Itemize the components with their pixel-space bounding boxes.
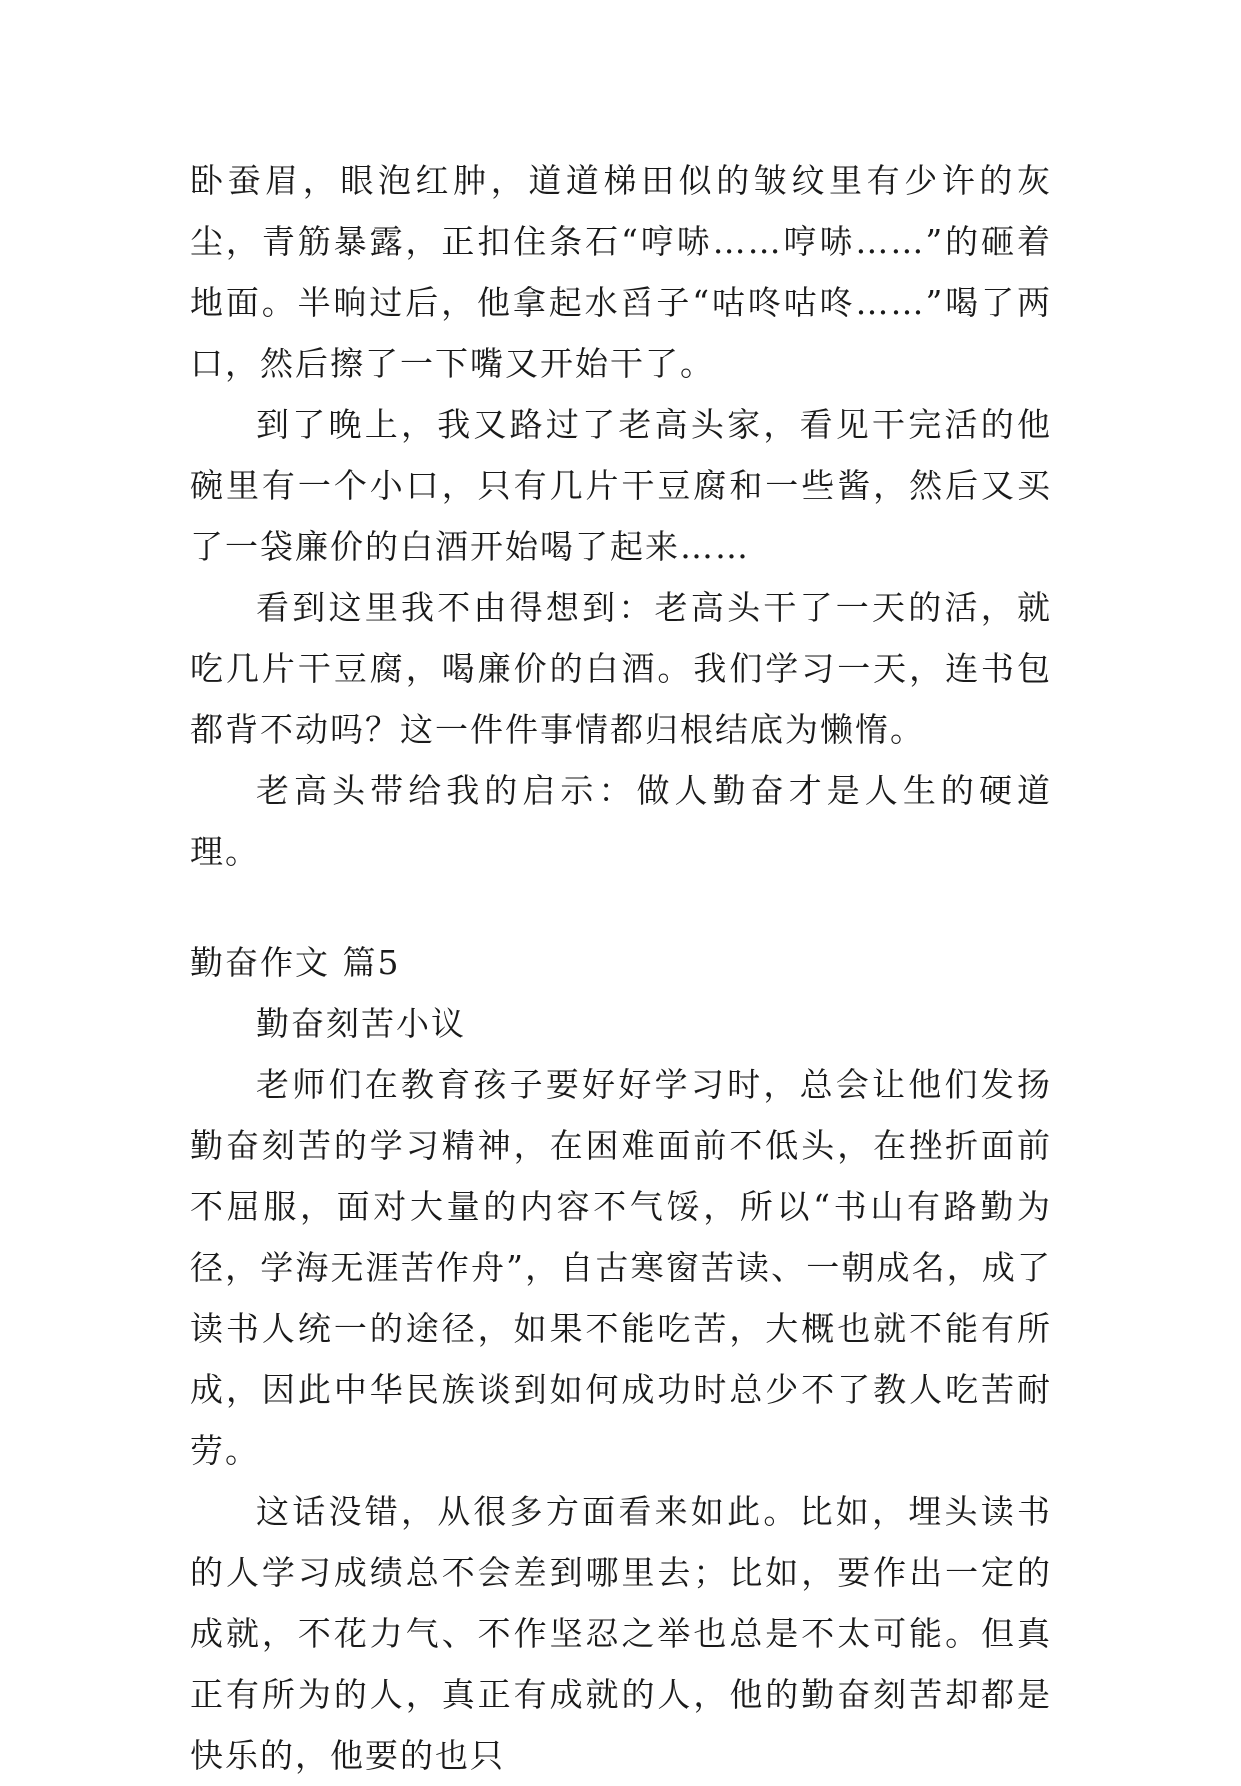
section-heading: 勤奋作文 篇5 (190, 943, 401, 982)
paragraph-conclusion: 老高头带给我的启示：做人勤奋才是人生的硬道理。 (190, 771, 1052, 871)
document-body (190, 150, 1052, 1786)
paragraph: 老师们在教育孩子要好好学习时，总会让他们发扬勤奋刻苦的学习精神，在困难面前不低头，在挫折面前不屈服，面对大量的内容不气馁，所以“书山有路勤为径，学海无涯苦作舟”，自古寒窗苦读、一朝成名，成了读书人统一的途径，如果不能吃苦，大概也就不能有所成，因此中华民族谈到如何成功时总少不了教人吃苦耐劳。 (190, 1065, 1052, 1470)
section-gap (190, 882, 1052, 932)
essay-subtitle: 勤奋刻苦小议 (256, 1004, 466, 1043)
paragraph: 这话没错，从很多方面看来如此。比如，埋头读书的人学习成绩总不会差到哪里去；比如，要作出一定的成就，不花力气、不作坚忍之举也总是不太可能。但真正有所为的人，真正有成就的人，他的勤奋刻苦却都是快乐的，他要的也只 (190, 1492, 1052, 1775)
paragraph: 到了晚上，我又路过了老高头家，看见干完活的他碗里有一个小口，只有几片干豆腐和一些酱，然后又买了一袋廉价的白酒开始喝了起来…… (190, 405, 1052, 566)
paragraph: 看到这里我不由得想到：老高头干了一天的活，就吃几片干豆腐，喝廉价的白酒。我们学习一天，连书包都背不动吗？这一件件事情都归根结底为懒惰。 (190, 588, 1052, 749)
paragraph-continuation: 卧蚕眉，眼泡红肿，道道梯田似的皱纹里有少许的灰尘，青筋暴露，正扣住条石“哼哧……哼哧……”的砸着地面。半晌过后，他拿起水舀子“咕咚咕咚……”喝了两口，然后擦了一下嘴又开始干了。 (190, 161, 1052, 383)
